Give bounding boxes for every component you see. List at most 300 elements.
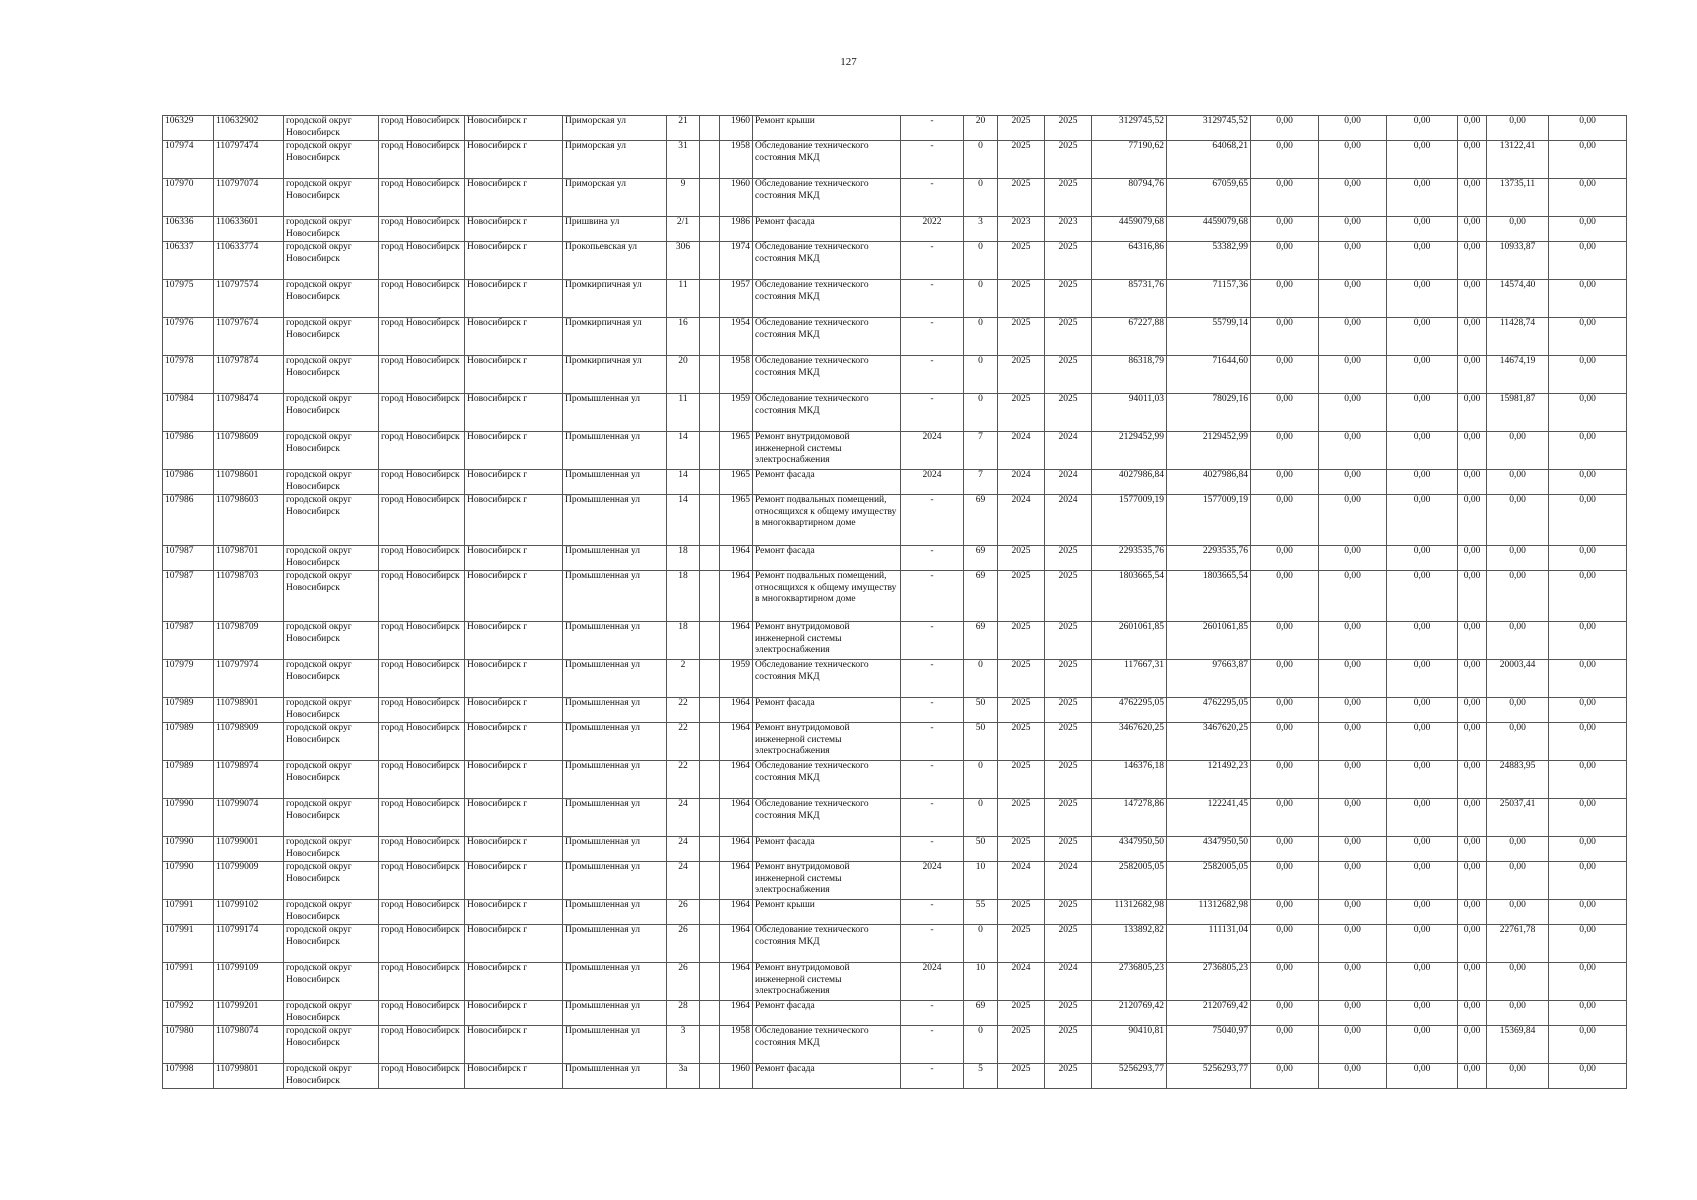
cell-locality: Новосибирск г <box>465 761 563 799</box>
cell-start-year: 2025 <box>998 116 1045 141</box>
cell-wear-percent: 50 <box>964 837 998 862</box>
cell-house-code: 110797674 <box>214 318 284 356</box>
cell-end-year: 2025 <box>1045 394 1092 432</box>
cell-fund-cost: 2129452,99 <box>1167 432 1251 470</box>
cell-locality: Новосибирск г <box>465 900 563 925</box>
cell-budget-local: 0,00 <box>1387 470 1458 495</box>
cell-locality: Новосибирск г <box>465 242 563 280</box>
cell-end-year: 2025 <box>1045 698 1092 723</box>
cell-total-cost: 2736805,23 <box>1092 963 1167 1001</box>
cell-house-code: 110798603 <box>214 495 284 546</box>
cell-end-year: 2025 <box>1045 900 1092 925</box>
cell-owners-funds: 24883,95 <box>1487 761 1549 799</box>
cell-locality: Новосибирск г <box>465 571 563 622</box>
cell-budget-local: 0,00 <box>1387 179 1458 217</box>
cell-planned-year: 2024 <box>901 963 964 1001</box>
cell-record-id: 107986 <box>163 470 214 495</box>
cell-fund-cost: 1577009,19 <box>1167 495 1251 546</box>
cell-building <box>700 963 720 1001</box>
cell-other-funds: 0,00 <box>1549 761 1627 799</box>
cell-extra-1: 0,00 <box>1458 925 1487 963</box>
cell-budget-federal: 0,00 <box>1251 837 1319 862</box>
cell-start-year: 2025 <box>998 318 1045 356</box>
cell-end-year: 2024 <box>1045 470 1092 495</box>
cell-budget-local: 0,00 <box>1387 723 1458 761</box>
cell-building <box>700 116 720 141</box>
cell-building <box>700 470 720 495</box>
cell-street: Промышленная ул <box>563 394 667 432</box>
cell-owners-funds: 14674,19 <box>1487 356 1549 394</box>
cell-settlement: город Новосибирск <box>379 217 465 242</box>
cell-budget-federal: 0,00 <box>1251 900 1319 925</box>
cell-extra-1: 0,00 <box>1458 723 1487 761</box>
cell-work-type: Ремонт внутридомовой инженерной системы электроснабжения <box>753 963 901 1001</box>
cell-extra-1: 0,00 <box>1458 698 1487 723</box>
cell-street: Промышленная ул <box>563 1001 667 1026</box>
cell-budget-regional: 0,00 <box>1319 862 1387 900</box>
cell-street: Промышленная ул <box>563 723 667 761</box>
cell-planned-year: - <box>901 1001 964 1026</box>
cell-locality: Новосибирск г <box>465 963 563 1001</box>
cell-budget-federal: 0,00 <box>1251 1064 1319 1089</box>
cell-budget-local: 0,00 <box>1387 280 1458 318</box>
table-row <box>163 963 1627 1001</box>
cell-end-year: 2025 <box>1045 723 1092 761</box>
cell-extra-1: 0,00 <box>1458 546 1487 571</box>
cell-fund-cost: 2736805,23 <box>1167 963 1251 1001</box>
cell-other-funds: 0,00 <box>1549 837 1627 862</box>
cell-budget-regional: 0,00 <box>1319 318 1387 356</box>
cell-end-year: 2025 <box>1045 761 1092 799</box>
cell-wear-percent: 69 <box>964 622 998 660</box>
cell-settlement: город Новосибирск <box>379 660 465 698</box>
cell-wear-percent: 10 <box>964 862 998 900</box>
cell-work-type: Ремонт крыши <box>753 900 901 925</box>
cell-other-funds: 0,00 <box>1549 698 1627 723</box>
cell-work-type: Ремонт фасада <box>753 217 901 242</box>
cell-work-type: Ремонт фасада <box>753 1001 901 1026</box>
cell-house-code: 110797474 <box>214 141 284 179</box>
cell-end-year: 2025 <box>1045 318 1092 356</box>
cell-total-cost: 80794,76 <box>1092 179 1167 217</box>
cell-budget-local: 0,00 <box>1387 571 1458 622</box>
cell-start-year: 2024 <box>998 495 1045 546</box>
cell-budget-federal: 0,00 <box>1251 356 1319 394</box>
cell-budget-local: 0,00 <box>1387 116 1458 141</box>
cell-building <box>700 217 720 242</box>
cell-record-id: 107975 <box>163 280 214 318</box>
cell-planned-year: 2024 <box>901 470 964 495</box>
cell-owners-funds: 10933,87 <box>1487 242 1549 280</box>
cell-owners-funds: 0,00 <box>1487 495 1549 546</box>
cell-budget-federal: 0,00 <box>1251 141 1319 179</box>
cell-extra-1: 0,00 <box>1458 394 1487 432</box>
cell-record-id: 107974 <box>163 141 214 179</box>
cell-settlement: город Новосибирск <box>379 571 465 622</box>
cell-settlement: город Новосибирск <box>379 116 465 141</box>
cell-municipal-district: городской округ Новосибирск <box>284 571 379 622</box>
cell-building <box>700 495 720 546</box>
cell-planned-year: - <box>901 622 964 660</box>
cell-build-year: 1960 <box>720 116 753 141</box>
cell-record-id: 107980 <box>163 1026 214 1064</box>
cell-street: Промышленная ул <box>563 963 667 1001</box>
cell-work-type: Обследование технического состояния МКД <box>753 394 901 432</box>
cell-house-number: 18 <box>667 622 700 660</box>
cell-work-type: Ремонт внутридомовой инженерной системы электроснабжения <box>753 862 901 900</box>
cell-street: Промышленная ул <box>563 698 667 723</box>
cell-extra-1: 0,00 <box>1458 900 1487 925</box>
cell-fund-cost: 67059,65 <box>1167 179 1251 217</box>
cell-record-id: 107990 <box>163 799 214 837</box>
cell-municipal-district: городской округ Новосибирск <box>284 925 379 963</box>
cell-planned-year: - <box>901 318 964 356</box>
cell-planned-year: - <box>901 495 964 546</box>
cell-total-cost: 2293535,76 <box>1092 546 1167 571</box>
cell-settlement: город Новосибирск <box>379 546 465 571</box>
cell-end-year: 2025 <box>1045 837 1092 862</box>
cell-start-year: 2025 <box>998 179 1045 217</box>
cell-work-type: Обследование технического состояния МКД <box>753 1026 901 1064</box>
cell-end-year: 2024 <box>1045 495 1092 546</box>
cell-start-year: 2025 <box>998 761 1045 799</box>
cell-municipal-district: городской округ Новосибирск <box>284 1001 379 1026</box>
cell-wear-percent: 69 <box>964 546 998 571</box>
table-row <box>163 116 1627 141</box>
cell-budget-local: 0,00 <box>1387 761 1458 799</box>
cell-other-funds: 0,00 <box>1549 799 1627 837</box>
cell-total-cost: 11312682,98 <box>1092 900 1167 925</box>
cell-other-funds: 0,00 <box>1549 1026 1627 1064</box>
cell-building <box>700 318 720 356</box>
cell-total-cost: 4459079,68 <box>1092 217 1167 242</box>
cell-budget-regional: 0,00 <box>1319 280 1387 318</box>
cell-house-code: 110797874 <box>214 356 284 394</box>
cell-building <box>700 546 720 571</box>
cell-budget-federal: 0,00 <box>1251 698 1319 723</box>
cell-other-funds: 0,00 <box>1549 723 1627 761</box>
cell-owners-funds: 11428,74 <box>1487 318 1549 356</box>
table-row <box>163 1001 1627 1026</box>
cell-house-code: 110798701 <box>214 546 284 571</box>
cell-extra-1: 0,00 <box>1458 242 1487 280</box>
cell-total-cost: 147278,86 <box>1092 799 1167 837</box>
cell-municipal-district: городской округ Новосибирск <box>284 280 379 318</box>
cell-budget-federal: 0,00 <box>1251 318 1319 356</box>
cell-building <box>700 622 720 660</box>
cell-house-number: 28 <box>667 1001 700 1026</box>
cell-owners-funds: 0,00 <box>1487 837 1549 862</box>
cell-fund-cost: 122241,45 <box>1167 799 1251 837</box>
cell-record-id: 106329 <box>163 116 214 141</box>
cell-budget-local: 0,00 <box>1387 1026 1458 1064</box>
cell-wear-percent: 0 <box>964 242 998 280</box>
cell-street: Промышленная ул <box>563 1026 667 1064</box>
cell-record-id: 107991 <box>163 963 214 1001</box>
cell-municipal-district: городской округ Новосибирск <box>284 723 379 761</box>
cell-work-type: Ремонт фасада <box>753 470 901 495</box>
cell-work-type: Обследование технического состояния МКД <box>753 318 901 356</box>
cell-extra-1: 0,00 <box>1458 837 1487 862</box>
cell-build-year: 1958 <box>720 141 753 179</box>
cell-settlement: город Новосибирск <box>379 698 465 723</box>
cell-build-year: 1960 <box>720 1064 753 1089</box>
cell-work-type: Обследование технического состояния МКД <box>753 799 901 837</box>
cell-other-funds: 0,00 <box>1549 356 1627 394</box>
table-row <box>163 1064 1627 1089</box>
cell-street: Приморская ул <box>563 116 667 141</box>
cell-fund-cost: 5256293,77 <box>1167 1064 1251 1089</box>
cell-start-year: 2025 <box>998 799 1045 837</box>
table-row <box>163 925 1627 963</box>
cell-building <box>700 799 720 837</box>
cell-planned-year: - <box>901 698 964 723</box>
cell-work-type: Обследование технического состояния МКД <box>753 179 901 217</box>
cell-house-number: 3 <box>667 1026 700 1064</box>
cell-municipal-district: городской округ Новосибирск <box>284 141 379 179</box>
cell-start-year: 2025 <box>998 1064 1045 1089</box>
page-number: 127 <box>840 56 857 68</box>
cell-budget-local: 0,00 <box>1387 622 1458 660</box>
cell-wear-percent: 0 <box>964 179 998 217</box>
cell-end-year: 2024 <box>1045 862 1092 900</box>
cell-owners-funds: 22761,78 <box>1487 925 1549 963</box>
cell-work-type: Обследование технического состояния МКД <box>753 356 901 394</box>
cell-street: Промышленная ул <box>563 571 667 622</box>
cell-start-year: 2024 <box>998 963 1045 1001</box>
cell-street: Промышленная ул <box>563 862 667 900</box>
cell-extra-1: 0,00 <box>1458 495 1487 546</box>
cell-locality: Новосибирск г <box>465 1001 563 1026</box>
cell-work-type: Ремонт подвальных помещений, относящихся к общему имуществу в многоквартирном доме <box>753 495 901 546</box>
cell-total-cost: 86318,79 <box>1092 356 1167 394</box>
cell-street: Промышленная ул <box>563 925 667 963</box>
cell-municipal-district: городской округ Новосибирск <box>284 837 379 862</box>
cell-locality: Новосибирск г <box>465 660 563 698</box>
cell-build-year: 1965 <box>720 470 753 495</box>
table-row <box>163 318 1627 356</box>
cell-street: Промышленная ул <box>563 837 667 862</box>
cell-build-year: 1964 <box>720 1001 753 1026</box>
cell-total-cost: 90410,81 <box>1092 1026 1167 1064</box>
cell-owners-funds: 0,00 <box>1487 546 1549 571</box>
cell-build-year: 1964 <box>720 761 753 799</box>
cell-planned-year: - <box>901 394 964 432</box>
cell-settlement: город Новосибирск <box>379 242 465 280</box>
cell-other-funds: 0,00 <box>1549 862 1627 900</box>
cell-planned-year: 2024 <box>901 432 964 470</box>
cell-work-type: Ремонт фасада <box>753 1064 901 1089</box>
table-row <box>163 660 1627 698</box>
repair-program-table <box>162 115 1627 1089</box>
cell-house-code: 110798703 <box>214 571 284 622</box>
cell-fund-cost: 121492,23 <box>1167 761 1251 799</box>
cell-settlement: город Новосибирск <box>379 1001 465 1026</box>
cell-owners-funds: 0,00 <box>1487 862 1549 900</box>
cell-total-cost: 4762295,05 <box>1092 698 1167 723</box>
cell-owners-funds: 14574,40 <box>1487 280 1549 318</box>
table-row <box>163 394 1627 432</box>
cell-house-code: 110797974 <box>214 660 284 698</box>
table-row <box>163 761 1627 799</box>
cell-municipal-district: городской округ Новосибирск <box>284 179 379 217</box>
cell-fund-cost: 3129745,52 <box>1167 116 1251 141</box>
cell-planned-year: - <box>901 723 964 761</box>
cell-end-year: 2025 <box>1045 546 1092 571</box>
cell-budget-local: 0,00 <box>1387 217 1458 242</box>
cell-street: Промышленная ул <box>563 432 667 470</box>
cell-budget-regional: 0,00 <box>1319 799 1387 837</box>
cell-total-cost: 64316,86 <box>1092 242 1167 280</box>
cell-municipal-district: городской округ Новосибирск <box>284 1026 379 1064</box>
cell-budget-regional: 0,00 <box>1319 470 1387 495</box>
cell-start-year: 2025 <box>998 1001 1045 1026</box>
cell-planned-year: - <box>901 546 964 571</box>
cell-house-number: 14 <box>667 432 700 470</box>
cell-fund-cost: 71157,36 <box>1167 280 1251 318</box>
cell-other-funds: 0,00 <box>1549 394 1627 432</box>
cell-total-cost: 133892,82 <box>1092 925 1167 963</box>
cell-building <box>700 900 720 925</box>
cell-planned-year: - <box>901 837 964 862</box>
cell-record-id: 107987 <box>163 622 214 660</box>
cell-budget-local: 0,00 <box>1387 318 1458 356</box>
cell-work-type: Ремонт внутридомовой инженерной системы электроснабжения <box>753 432 901 470</box>
cell-budget-federal: 0,00 <box>1251 217 1319 242</box>
cell-planned-year: - <box>901 280 964 318</box>
cell-total-cost: 117667,31 <box>1092 660 1167 698</box>
cell-budget-regional: 0,00 <box>1319 546 1387 571</box>
cell-budget-local: 0,00 <box>1387 698 1458 723</box>
cell-extra-1: 0,00 <box>1458 356 1487 394</box>
cell-building <box>700 179 720 217</box>
table-row <box>163 622 1627 660</box>
cell-locality: Новосибирск г <box>465 432 563 470</box>
cell-planned-year: - <box>901 660 964 698</box>
cell-planned-year: - <box>901 761 964 799</box>
cell-house-number: 16 <box>667 318 700 356</box>
cell-other-funds: 0,00 <box>1549 495 1627 546</box>
cell-municipal-district: городской округ Новосибирск <box>284 1064 379 1089</box>
cell-fund-cost: 2293535,76 <box>1167 546 1251 571</box>
cell-wear-percent: 69 <box>964 1001 998 1026</box>
cell-house-number: 14 <box>667 470 700 495</box>
cell-budget-local: 0,00 <box>1387 141 1458 179</box>
cell-wear-percent: 0 <box>964 141 998 179</box>
cell-owners-funds: 0,00 <box>1487 1064 1549 1089</box>
cell-build-year: 1965 <box>720 432 753 470</box>
cell-extra-1: 0,00 <box>1458 1001 1487 1026</box>
cell-extra-1: 0,00 <box>1458 761 1487 799</box>
cell-budget-federal: 0,00 <box>1251 116 1319 141</box>
cell-street: Прокопьевская ул <box>563 242 667 280</box>
cell-record-id: 107990 <box>163 862 214 900</box>
cell-extra-1: 0,00 <box>1458 571 1487 622</box>
cell-locality: Новосибирск г <box>465 723 563 761</box>
cell-budget-regional: 0,00 <box>1319 1064 1387 1089</box>
cell-total-cost: 3467620,25 <box>1092 723 1167 761</box>
cell-budget-regional: 0,00 <box>1319 963 1387 1001</box>
cell-extra-1: 0,00 <box>1458 660 1487 698</box>
table-row <box>163 495 1627 546</box>
cell-budget-federal: 0,00 <box>1251 571 1319 622</box>
cell-wear-percent: 0 <box>964 761 998 799</box>
cell-locality: Новосибирск г <box>465 179 563 217</box>
cell-budget-regional: 0,00 <box>1319 179 1387 217</box>
cell-other-funds: 0,00 <box>1549 432 1627 470</box>
cell-build-year: 1964 <box>720 925 753 963</box>
cell-planned-year: - <box>901 1064 964 1089</box>
cell-work-type: Ремонт внутридомовой инженерной системы электроснабжения <box>753 723 901 761</box>
cell-extra-1: 0,00 <box>1458 622 1487 660</box>
cell-other-funds: 0,00 <box>1549 571 1627 622</box>
cell-record-id: 107987 <box>163 571 214 622</box>
cell-street: Промышленная ул <box>563 799 667 837</box>
cell-work-type: Ремонт фасада <box>753 546 901 571</box>
cell-owners-funds: 25037,41 <box>1487 799 1549 837</box>
cell-budget-regional: 0,00 <box>1319 242 1387 280</box>
cell-end-year: 2024 <box>1045 432 1092 470</box>
cell-municipal-district: городской округ Новосибирск <box>284 495 379 546</box>
cell-build-year: 1959 <box>720 660 753 698</box>
cell-house-code: 110797574 <box>214 280 284 318</box>
cell-total-cost: 1577009,19 <box>1092 495 1167 546</box>
cell-planned-year: 2024 <box>901 862 964 900</box>
cell-budget-local: 0,00 <box>1387 862 1458 900</box>
cell-budget-regional: 0,00 <box>1319 432 1387 470</box>
cell-budget-local: 0,00 <box>1387 799 1458 837</box>
cell-planned-year: - <box>901 116 964 141</box>
cell-locality: Новосибирск г <box>465 318 563 356</box>
cell-planned-year: - <box>901 1026 964 1064</box>
cell-extra-1: 0,00 <box>1458 217 1487 242</box>
cell-start-year: 2025 <box>998 698 1045 723</box>
cell-fund-cost: 2601061,85 <box>1167 622 1251 660</box>
cell-house-number: 21 <box>667 116 700 141</box>
cell-wear-percent: 0 <box>964 799 998 837</box>
cell-build-year: 1964 <box>720 723 753 761</box>
cell-planned-year: - <box>901 900 964 925</box>
cell-house-code: 110798074 <box>214 1026 284 1064</box>
cell-record-id: 107987 <box>163 546 214 571</box>
cell-record-id: 107990 <box>163 837 214 862</box>
cell-locality: Новосибирск г <box>465 925 563 963</box>
cell-building <box>700 280 720 318</box>
cell-work-type: Обследование технического состояния МКД <box>753 280 901 318</box>
cell-total-cost: 4347950,50 <box>1092 837 1167 862</box>
cell-end-year: 2025 <box>1045 925 1092 963</box>
cell-budget-federal: 0,00 <box>1251 394 1319 432</box>
cell-building <box>700 925 720 963</box>
cell-end-year: 2025 <box>1045 1064 1092 1089</box>
cell-street: Промышленная ул <box>563 761 667 799</box>
cell-street: Приморская ул <box>563 179 667 217</box>
cell-building <box>700 761 720 799</box>
cell-build-year: 1964 <box>720 837 753 862</box>
cell-work-type: Обследование технического состояния МКД <box>753 141 901 179</box>
cell-start-year: 2023 <box>998 217 1045 242</box>
cell-work-type: Ремонт фасада <box>753 698 901 723</box>
cell-work-type: Ремонт крыши <box>753 116 901 141</box>
cell-other-funds: 0,00 <box>1549 1001 1627 1026</box>
cell-street: Промкирпичная ул <box>563 318 667 356</box>
cell-end-year: 2025 <box>1045 799 1092 837</box>
cell-house-number: 26 <box>667 963 700 1001</box>
cell-build-year: 1964 <box>720 571 753 622</box>
cell-budget-regional: 0,00 <box>1319 761 1387 799</box>
cell-house-code: 110798609 <box>214 432 284 470</box>
cell-settlement: город Новосибирск <box>379 280 465 318</box>
